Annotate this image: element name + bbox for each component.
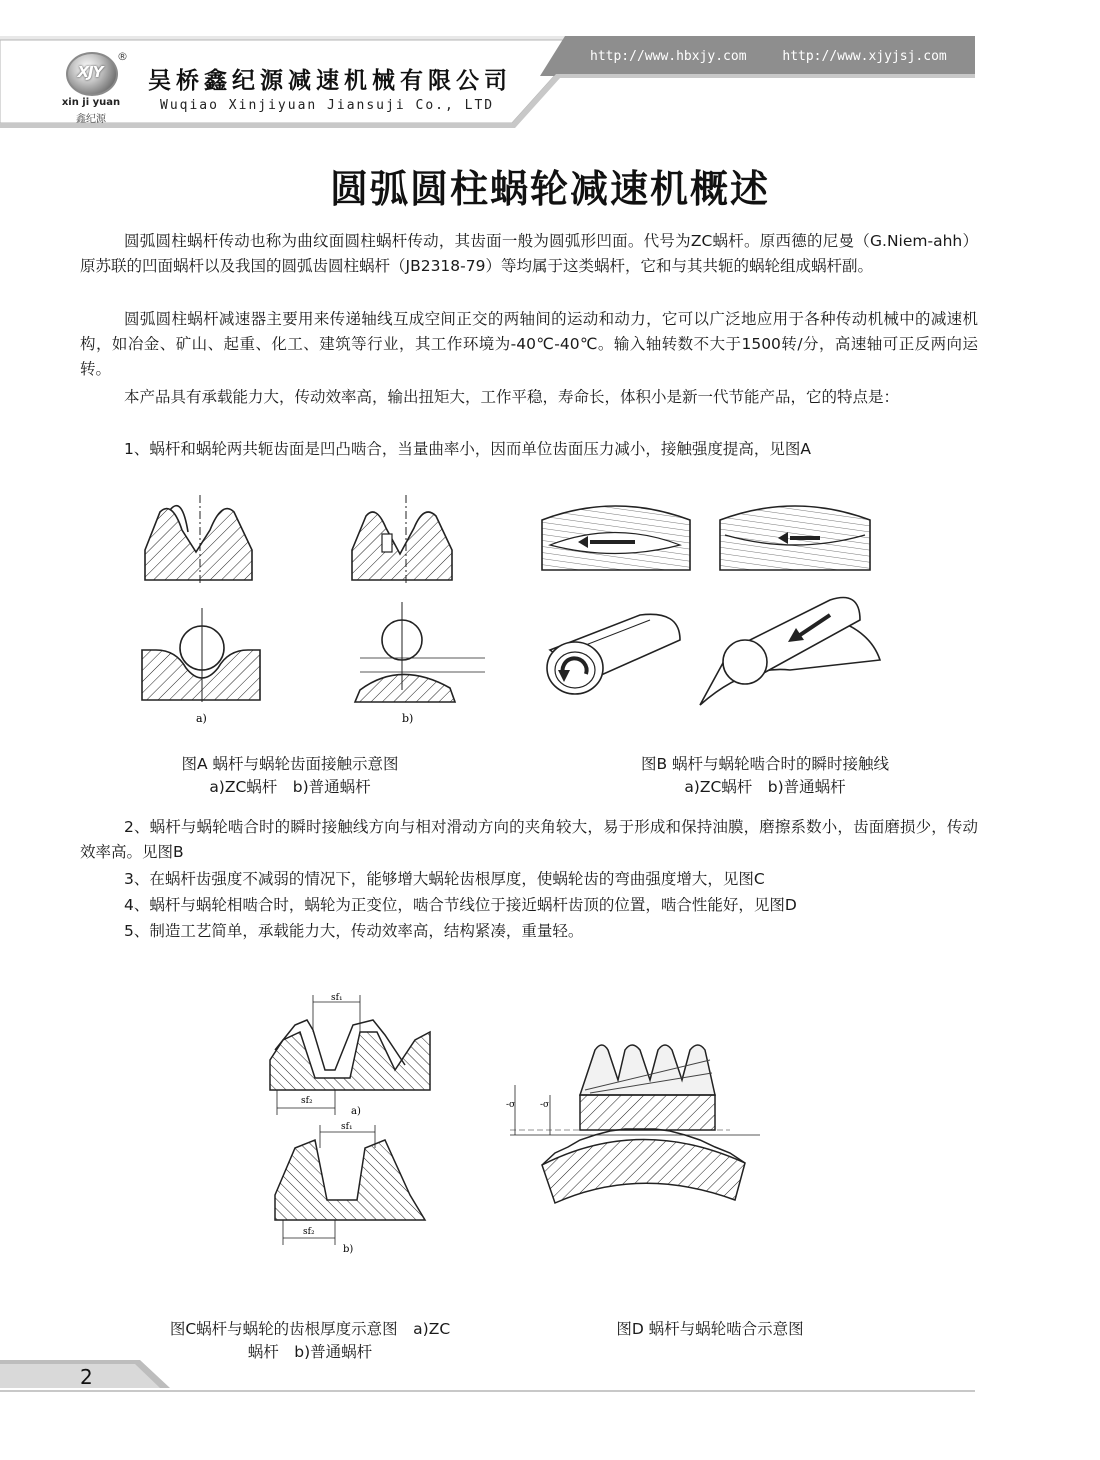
figA-b-contact [355, 602, 485, 725]
figure-a-caption [130, 753, 450, 800]
figA-a-worm-tooth [145, 495, 252, 585]
figure-b-caption [595, 753, 935, 800]
paragraph-application: 圆弧圆柱蜗杆减速器主要用来传递轴线互成空间正交的两轴间的运动和动力，它可以广泛地应用于各种传动机械中的减速机构，如冶金、矿山、起重、化工、建筑等行业，其工作环境为-40℃-40℃。输入轴转数不大于1500转/分，高速轴可正反两向运转。 [80, 310, 978, 378]
figA-label-a: a) [196, 712, 207, 725]
figure-a-drawing [130, 490, 490, 730]
figC-b-profile [275, 1122, 425, 1255]
figure-d-caption [560, 1318, 860, 1341]
logo-chinese: 鑫纪源 [76, 114, 106, 125]
figC-a-profile [270, 993, 430, 1117]
logo-english: xin ji yuan [61, 97, 121, 108]
figure-d-drawing [500, 1035, 770, 1205]
figure-b-caption-line2: a)ZC蜗杆 b)普通蜗杆 [684, 778, 846, 797]
feature-2: 2、蜗杆与蜗轮啮合时的瞬时接触线方向与相对滑动方向的夹角较大，易于形成和保持油膜，磨擦系数小，齿面磨损少，传动效率高。见图B [80, 818, 978, 861]
website-urls [590, 49, 975, 64]
figure-a [130, 490, 490, 730]
figure-a-caption-line2: a)ZC蜗杆 b)普通蜗杆 [209, 778, 371, 797]
figC-label-b: b) [343, 1244, 354, 1255]
figure-c-caption [140, 1318, 480, 1365]
figB-b-top [720, 506, 870, 570]
figB-b-cylinder [700, 598, 880, 706]
company-name-en: Wuqiao Xinjiyuan Jiansuji Co., LTD [160, 98, 495, 113]
figure-c [265, 990, 445, 1260]
figC-b-sf2: sf₂ [303, 1227, 315, 1237]
figure-b-drawing [530, 490, 890, 720]
figure-a-caption-line1: 图A 蜗杆与蜗轮齿面接触示意图 [181, 755, 399, 773]
feature-1: 1、蜗杆和蜗轮两共轭齿面是凹凸啮合，当量曲率小，因而单位齿面压力减小，接触强度提高，见图A [124, 440, 811, 458]
page-title: 圆弧圆柱蜗轮减速机概述 [329, 167, 770, 211]
logo-mark: XJY [77, 63, 103, 81]
figC-a-sf2: sf₂ [301, 1096, 313, 1106]
figure-d [500, 1035, 770, 1205]
figA-b-worm-tooth [352, 495, 452, 585]
paragraph-intro: 圆弧圆柱蜗杆传动也称为曲纹面圆柱蜗杆传动，其齿面一般为圆弧形凹面。代号为ZC蜗杆。原西德的尼曼（G.Niem-ahh）原苏联的凹面蜗杆以及我国的圆弧齿圆柱蜗杆（JB2318-79）等均属于这类蜗杆，它和与其共轭的蜗轮组成蜗杆副。 [80, 232, 978, 275]
figD-worm [580, 1045, 715, 1130]
feature-5: 5、制造工艺简单，承载能力大，传动效率高，结构紧凑，重量轻。 [124, 922, 584, 940]
figure-c-drawing [265, 990, 445, 1260]
figure-b [530, 490, 890, 720]
figB-a-cylinder [547, 614, 680, 694]
figC-a-sf1: sf₁ [331, 993, 343, 1003]
page-header [0, 0, 1100, 140]
figD-label-1: -σ [506, 1100, 516, 1110]
figC-b-sf1: sf₁ [341, 1122, 353, 1132]
page-number: 2 [80, 1365, 93, 1389]
url-link-2[interactable]: http://www.xjyjsj.com [782, 49, 947, 64]
figure-c-caption-line2: 蜗杆 b)普通蜗杆 [247, 1343, 373, 1362]
figure-c-caption-line1: 图C蜗杆与蜗轮的齿根厚度示意图 a)ZC [169, 1320, 451, 1338]
url-link-1[interactable]: http://www.hbxjy.com [590, 49, 747, 64]
figure-d-caption-line1: 图D 蜗杆与蜗轮啮合示意图 [616, 1320, 804, 1338]
figD-label-2: -σ [540, 1100, 550, 1110]
company-name-cn: 吴桥鑫纪源减速机械有限公司 [148, 68, 512, 94]
footer-band [0, 1360, 1100, 1430]
figA-label-b: b) [402, 712, 414, 725]
registered-mark: ® [117, 50, 128, 63]
paragraph-features-intro: 本产品具有承载能力大，传动效率高，输出扭矩大，工作平稳，寿命长，体积小是新一代节能产品，它的特点是： [124, 388, 900, 406]
page-footer [0, 1390, 1100, 1460]
figA-a-contact [142, 608, 260, 725]
feature-4: 4、蜗杆与蜗轮相啮合时，蜗轮为正变位，啮合节线位于接近蜗杆齿顶的位置，啮合性能好，见图D [124, 896, 797, 914]
figD-wheel [542, 1129, 745, 1203]
figB-a-top [542, 506, 690, 570]
figure-b-caption-line1: 图B 蜗杆与蜗轮啮合时的瞬时接触线 [640, 755, 890, 773]
feature-3: 3、在蜗杆齿强度不减弱的情况下，能够增大蜗轮齿根厚度，使蜗轮齿的弯曲强度增大，见图C [124, 870, 765, 888]
figC-label-a: a) [351, 1106, 361, 1117]
